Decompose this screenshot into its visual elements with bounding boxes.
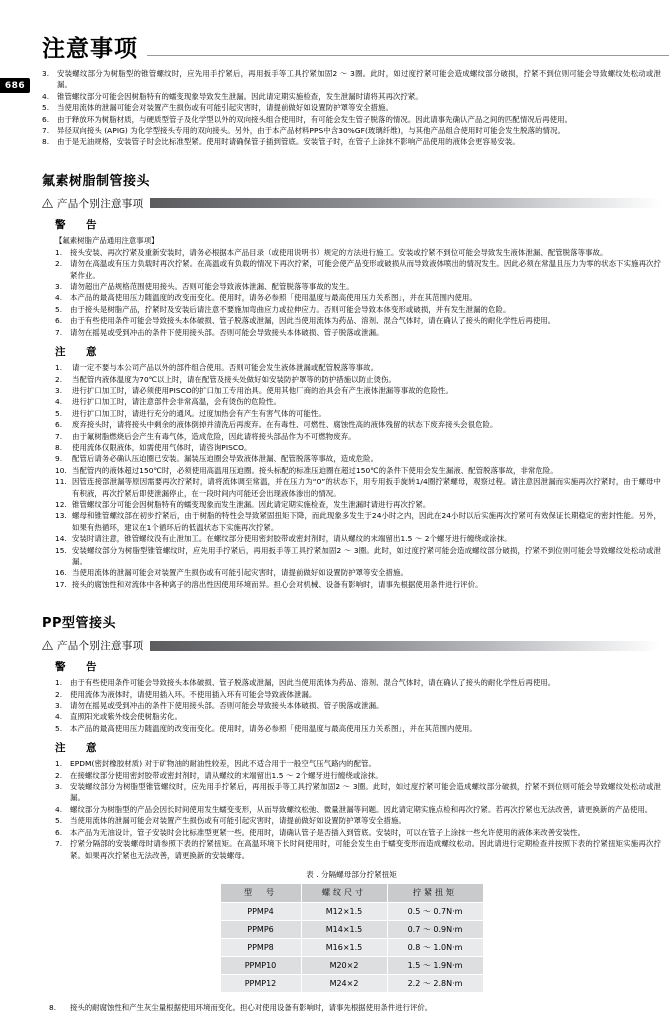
list-item: [55, 499, 661, 510]
table-body: [220, 902, 483, 992]
list-item-number: 4.: [42, 91, 50, 101]
list-item-number: 11.: [55, 477, 67, 487]
list-item: [42, 114, 661, 125]
list-item-number: 5.: [55, 816, 63, 826]
warning-triangle-icon: [42, 640, 53, 651]
list-item-text: 进行扩口加工时，请注意部件会非常高温，会有烫伤的危险性。: [72, 397, 282, 407]
list-item: [55, 442, 661, 453]
list-item-number: 9.: [55, 454, 63, 464]
list-item-number: 16.: [55, 568, 67, 578]
list-item: [55, 476, 661, 499]
list-item: [42, 125, 661, 136]
list-item-number: 13.: [55, 511, 67, 521]
list-item-text: 使用流体为液体时，请使用插入环。不使用插入环有可能会导致液体泄漏。: [70, 689, 317, 699]
list-item-text: 本产品的最高使用压力随温度的改变而变化。使用时，请务必参照「使用温度与最高使用压力关系图」，并在其范围内使用。: [70, 723, 477, 733]
list-item: [55, 689, 661, 700]
table-row: [220, 956, 483, 974]
list-item: [55, 838, 661, 861]
table-cell-model: PPMP6: [220, 920, 301, 938]
table-cell-thread-size: M12×1.5: [301, 902, 387, 920]
list-item: [55, 385, 661, 396]
list-item-text: 本产品为无油设计，管子安装时会比标准型更紧一些。使用时，请确认管子是否插入到管底。安装时，可以在管子上涂抹一些允许使用的液体来改善安装性。: [70, 827, 586, 837]
list-item-number: 7.: [42, 126, 50, 136]
list-item: [55, 510, 661, 533]
list-item-text: 进行扩口加工时，请必须使用PISCO的扩口加工专用治具。使用其他厂商的治具会有产生液体泄漏等事故的危险性。: [72, 385, 453, 395]
list-item: [55, 453, 661, 464]
list-item-number: 10.: [55, 465, 67, 475]
list-item-number: 7.: [55, 839, 63, 849]
list-item: [55, 315, 661, 326]
list-item-text: 螺纹部分为树脂型的产品会因长时间使用发生蠕变变形，从而导致螺纹松弛、微量泄漏等问题。因此请定期实施点检和再次拧紧。若再次拧紧也无法改善，请更换新的产品使用。: [70, 804, 653, 814]
list-item-text: 在接螺纹部分使用密封胶带或密封剂时，请从螺纹的末端留出1.5 ～ 2个螺牙进行缠绕或涂抹。: [70, 770, 383, 780]
list-item-number: 4.: [55, 397, 63, 407]
list-item-number: 12.: [55, 499, 67, 509]
section-fluororesin: [42, 170, 661, 590]
list-item-text: 配管后请务必确认压迫圈已安装。漏装压迫圈会导致液体泄漏、配管脱落等事故，造成危险。: [72, 454, 379, 464]
torque-table-block: [42, 869, 661, 993]
list-item: [55, 292, 661, 303]
list-item: [55, 711, 661, 722]
list-item: [55, 419, 661, 430]
list-item-number: 14.: [55, 534, 67, 544]
list-item: [55, 723, 661, 734]
list-item-text: 安装时请注意，锥管螺纹没有止泄加工。在螺纹部分使用密封胶带或密封剂时，请从螺纹的末端留出1.5 ～ 2个螺牙进行缠绕或涂抹。: [72, 534, 512, 544]
table-cell-torque: 0.7 ～ 0.9N·m: [387, 920, 483, 938]
list-item-text: 进行扩口加工时，请进行充分的通风。过度加热会有产生有害气体的可能性。: [72, 408, 326, 418]
caution-list: [55, 758, 661, 861]
list-item: [55, 327, 661, 338]
list-item-number: 2.: [55, 374, 63, 384]
final-note: [42, 1002, 661, 1013]
individual-notice-band: [42, 638, 661, 653]
list-item-text: 请勿在摇晃或受到冲击的条件下使用接头部。否则可能会导致接头本体破损、管子脱落或泄漏。: [70, 701, 384, 711]
list-item-text: 请勿在摇晃或受到冲击的条件下使用接头部。否则可能会导致接头本体破损、管子脱落或泄漏。: [70, 327, 384, 337]
list-item-text: 安装螺纹部分为树脂型的锥管螺纹时，应先用手拧紧后，再用扳手等工具拧紧加固2 ～ 3圈。此时，如过度拧紧可能会造成螺纹部分破损，拧紧不到位则可能会导致螺纹处松动或泄漏。: [57, 69, 661, 90]
final-note-number: 8.: [49, 1002, 57, 1012]
table-cell-torque: 0.8 ～ 1.0N·m: [387, 938, 483, 956]
warning-list: [55, 677, 661, 734]
list-item-text: 锥管螺纹部分可能会因树脂特有的蠕变现象导致发生泄漏。因此请定期实施检查，发生泄漏时请将其再次拧紧。: [57, 91, 423, 101]
list-item-text: 请一定不要与本公司产品以外的部件组合使用。否则可能会发生液体泄漏或配管脱落等事故。: [72, 363, 379, 373]
warning-triangle-icon: [42, 198, 53, 209]
table-row: [220, 938, 483, 956]
list-item-text: 安装螺纹部分为树脂型锥管螺纹时，应先用手拧紧后，再用扳手等工具拧紧加固2 ～ 3圈。此时，如过度拧紧可能会造成螺纹部分破损，拧紧不到位则可能会导致螺纹处松动或泄漏。: [72, 545, 661, 566]
caution-heading: 注 意: [55, 742, 102, 755]
band-label: 产品个别注意事项: [57, 640, 144, 653]
list-item: [55, 815, 661, 826]
list-item: [55, 567, 661, 578]
list-item-number: 5.: [42, 103, 50, 113]
band-label: 产品个别注意事项: [57, 197, 144, 210]
list-item: [55, 247, 661, 258]
band-gradient: [150, 641, 661, 651]
caution-heading: 注 意: [55, 346, 102, 359]
table-cell-torque: 0.5 ～ 0.7N·m: [387, 902, 483, 920]
table-caption: 表 . 分隔螺母部分拧紧扭矩: [306, 869, 397, 879]
list-item-number: 3.: [55, 701, 63, 711]
list-item-text: 因管连接部泄漏等原因需要再次拧紧时，请将流体调至常温，并在压力为“0”的状态下，用专用扳手旋转1/4圈拧紧螺母，观察过程。请注意因泄漏而实施再次拧紧时，由于螺母中有积液，再次拧紧后即使泄漏停止，在一段时间内可能还会出现液体渗出的情况。: [72, 477, 661, 498]
torque-table: [220, 883, 484, 993]
table-cell-thread-size: M20×2: [301, 956, 387, 974]
list-item-number: 4.: [55, 712, 63, 722]
list-item-number: 4.: [55, 293, 63, 303]
warning-heading: 警 告: [55, 218, 102, 231]
list-item: [55, 700, 661, 711]
list-item-number: 17.: [55, 579, 67, 589]
list-item-number: 4.: [55, 804, 63, 814]
list-item: [55, 396, 661, 407]
list-item: [55, 545, 661, 568]
list-item-text: 锥管螺纹部分可能会因树脂特有的蠕变现象而发生泄漏。因此请定期实施检查，发生泄漏时请进行再次拧紧。: [72, 499, 431, 509]
page-title: 注意事项: [42, 36, 138, 62]
list-item: [42, 68, 661, 91]
list-item: [55, 770, 661, 781]
list-item-number: 5.: [55, 408, 63, 418]
document-header: [42, 38, 669, 61]
list-item-number: 1.: [55, 363, 63, 373]
list-item-text: 拧紧分隔部的安装螺母时请参照下表的拧紧扭矩。在高温环境下长时间使用时，可能会发生由于蠕变变形而造成螺纹松动。因此请进行定期检查并按照下表的拧紧扭矩实施再次拧紧。如果再次拧紧也无法改善，请更换新的安装螺母。: [70, 839, 661, 860]
list-item-number: 1.: [55, 678, 63, 688]
list-item-number: 6.: [42, 114, 50, 124]
table-cell-torque: 1.5 ～ 1.9N·m: [387, 956, 483, 974]
final-note-text: 接头的耐腐蚀性和产生灰尘量根据使用环境而变化。担心对使用设备有影响时，请事先根据使用条件进行评价。: [70, 1002, 433, 1012]
list-item-text: 本产品的最高使用压力随温度的改变而变化。使用时，请务必参照「使用温度与最高使用压力关系图」，并在其范围内使用。: [70, 293, 477, 303]
list-item-text: 由于有些使用条件可能会导致接头本体破损、管子脱落或泄漏，因此当使用流体为药品、溶剂、混合气体时，请在确认了接头的耐化学性后再使用。: [70, 316, 556, 326]
list-item-number: 3.: [55, 282, 63, 292]
table-cell-model: PPMP8: [220, 938, 301, 956]
table-cell-model: PPMP10: [220, 956, 301, 974]
list-item-text: 接头安装、再次拧紧及重新安装时，请务必根据本产品目录（或使用说明书）规定的方法进行施工。安装或拧紧不到位可能会导致发生液体泄漏、配管脱落等事故。: [70, 247, 608, 257]
list-item-number: 1.: [55, 247, 63, 257]
table-cell-model: PPMP4: [220, 902, 301, 920]
list-item-number: 5.: [55, 723, 63, 733]
list-item-number: 6.: [55, 827, 63, 837]
section-title: 氟素树脂制管接头: [42, 173, 151, 189]
table-cell-model: PPMP12: [220, 974, 301, 992]
list-item-number: 2.: [55, 259, 63, 269]
list-item-number: 7.: [55, 431, 63, 441]
table-header-row: [220, 883, 483, 902]
list-item-text: 由于有些使用条件可能会导致接头本体破损、管子脱落或泄漏，因此当使用流体为药品、溶剂、混合气体时，请在确认了接头的耐化学性后再使用。: [70, 678, 556, 688]
table-header-torque: 拧紧扭矩: [387, 883, 483, 902]
band-gradient: [150, 198, 661, 208]
list-item-number: 3.: [42, 69, 50, 78]
list-item: [55, 677, 661, 688]
list-item: [55, 758, 661, 769]
list-item-number: 2.: [55, 770, 63, 780]
table-cell-thread-size: M14×1.5: [301, 920, 387, 938]
table-row: [220, 920, 483, 938]
list-item: [42, 102, 661, 113]
caution-list: [55, 362, 661, 590]
list-item: [55, 804, 661, 815]
list-item-number: 8.: [55, 442, 63, 452]
list-item-text: 由于是无油规格，安装管子时会比标准型紧。使用时请确保管子插到管底。安装管子时，在管子上涂抹不影响产品使用的液体会更容易安装。: [57, 137, 520, 147]
list-item-text: 异径双向接头 (APIG) 为化学型接头专用的双向接头。另外，由于本产品材料PPS中含30%GF(玻璃纤维)，与其他产品组合使用时可能会发生脱落的情况。: [57, 126, 565, 136]
list-item-text: 使用流体仅限液体，如需使用气体时，请咨询PISCO。: [72, 442, 252, 452]
list-item-text: 当配管内液体温度为70℃以上时，请在配管及接头处做好如安装防护罩等的防护措施以防止烫伤。: [72, 374, 396, 384]
title-rule: [147, 55, 669, 56]
list-item-number: 6.: [55, 316, 63, 326]
list-item-text: 当使用流体的泄漏可能会对装置产生损伤或有可能引起灾害时，请提前做好如设置防护罩等安全措施。: [70, 816, 406, 826]
bracket-note: 【氟素树脂产品通用注意事项】: [55, 235, 159, 245]
list-item-text: EPDM(密封橡胶材质) 对于矿物油的耐油性较差，因此不适合用于一般空气压气路内的配管。: [70, 759, 377, 769]
list-item-text: 由于氟树脂燃烧后会产生有毒气体，造成危险，因此请将接头部品作为不可燃物废弃。: [72, 431, 356, 441]
list-item: [55, 362, 661, 373]
list-item: [55, 533, 661, 544]
warning-heading: 警 告: [55, 661, 102, 674]
list-item-number: 15.: [55, 545, 67, 555]
list-item: [55, 781, 661, 804]
list-item-text: 接头的腐蚀性和对流体中各种离子的溶出性因使用环境而异。担心会对机械、设备有影响时，请事先根据使用条件进行评价。: [72, 579, 483, 589]
list-item-number: 3.: [55, 385, 63, 395]
table-header-thread-size: 螺纹尺寸: [301, 883, 387, 902]
list-item: [55, 827, 661, 838]
list-item-text: 安装螺纹部分为树脂型锥管螺纹时，应先用手拧紧后，再用扳手等工具拧紧加固2 ～ 3圈。此时，如过度拧紧可能会造成螺纹部分破损，拧紧不到位则可能会导致螺纹处松动或泄漏。: [70, 782, 661, 803]
list-item-number: 5.: [55, 304, 63, 314]
list-item-number: 3.: [55, 782, 63, 792]
list-item: [55, 465, 661, 476]
list-item-text: 当配管内的液体超过150℃时，必须使用高温用压迫圈。接头标配的标准压迫圈在超过150℃的条件下使用会发生漏液、配管脱落事故，非常危险。: [72, 465, 558, 475]
individual-notice-band: [42, 196, 661, 211]
list-item-number: 1.: [55, 759, 63, 769]
list-item-number: 8.: [42, 137, 50, 147]
list-item-text: 由于释放环为树脂材质，与硬质型管子及化学型以外的双向接头组合使用时，有可能会发生管子脱落的情况。因此请事先确认产品之间的匹配情况后再使用。: [57, 114, 573, 124]
section-title: PP型管接头: [42, 616, 117, 632]
table-cell-thread-size: M16×1.5: [301, 938, 387, 956]
warning-list: [55, 247, 661, 338]
list-item: [55, 408, 661, 419]
list-item-text: 当使用流体的泄漏可能会对装置产生损伤或有可能引起灾害时，请提前做好如设置防护罩等安全措施。: [72, 568, 408, 578]
table-cell-thread-size: M24×2: [301, 974, 387, 992]
intro-notice-list: [42, 68, 661, 148]
list-item: [55, 579, 661, 590]
list-item: [42, 91, 661, 102]
list-item-text: 当使用流体的泄漏可能会对装置产生损伤或有可能引起灾害时，请提前做好如设置防护罩等安全措施。: [57, 103, 393, 113]
list-item-text: 请勿超出产品规格范围使用接头。否则可能会导致液体泄漏、配管脱落等事故的发生。: [70, 282, 354, 292]
table-header-model: 型 号: [220, 883, 301, 902]
list-item: [55, 431, 661, 442]
list-item-number: 6.: [55, 420, 63, 430]
table-row: [220, 902, 483, 920]
list-item: [55, 281, 661, 292]
list-item: [42, 136, 661, 147]
table-cell-torque: 2.2 ～ 2.8N·m: [387, 974, 483, 992]
table-row: [220, 974, 483, 992]
page-content: [42, 68, 661, 1013]
list-item: [55, 304, 661, 315]
page-number-tab: 686: [0, 78, 30, 93]
list-item-number: 2.: [55, 689, 63, 699]
list-item: [55, 374, 661, 385]
list-item-text: 请勿在高温或有压力负载时再次拧紧。在高温或有负载的情况下再次拧紧，可能会使产品变形或破损从而导致液体喷出的情况发生。因此必须在常温且压力为零的状态下实施再次拧紧作业。: [70, 259, 661, 280]
list-item-number: 7.: [55, 327, 63, 337]
list-item-text: 直照阳光或紫外线会使树脂劣化。: [70, 712, 182, 722]
section-pp-fitting: [42, 612, 661, 1013]
list-item-text: 废弃接头时，请将接头中剩余的液体倒掉并清洗后再废弃。在有毒性、可燃性、腐蚀性高的液体残留的状态下废弃接头会很危险。: [72, 420, 498, 430]
list-item-text: 螺母和锥管螺纹部在初步拧紧后，由于树脂的特性会导致紧固扭矩下降，而此现象多发生于24小时之内，因此在24小时以后实施再次拧紧可有效保证长期稳定的密封性能。另外，如果有热循环，建议在1个循环后的低温状态下实施再次拧紧。: [72, 511, 661, 532]
list-item: [55, 258, 661, 281]
list-item-text: 由于接头是树脂产品，拧紧时及安装后请注意不要施加弯曲应力或拉伸应力。否则可能会导致本体变形或破损，并有发生泄漏的危险。: [70, 304, 511, 314]
